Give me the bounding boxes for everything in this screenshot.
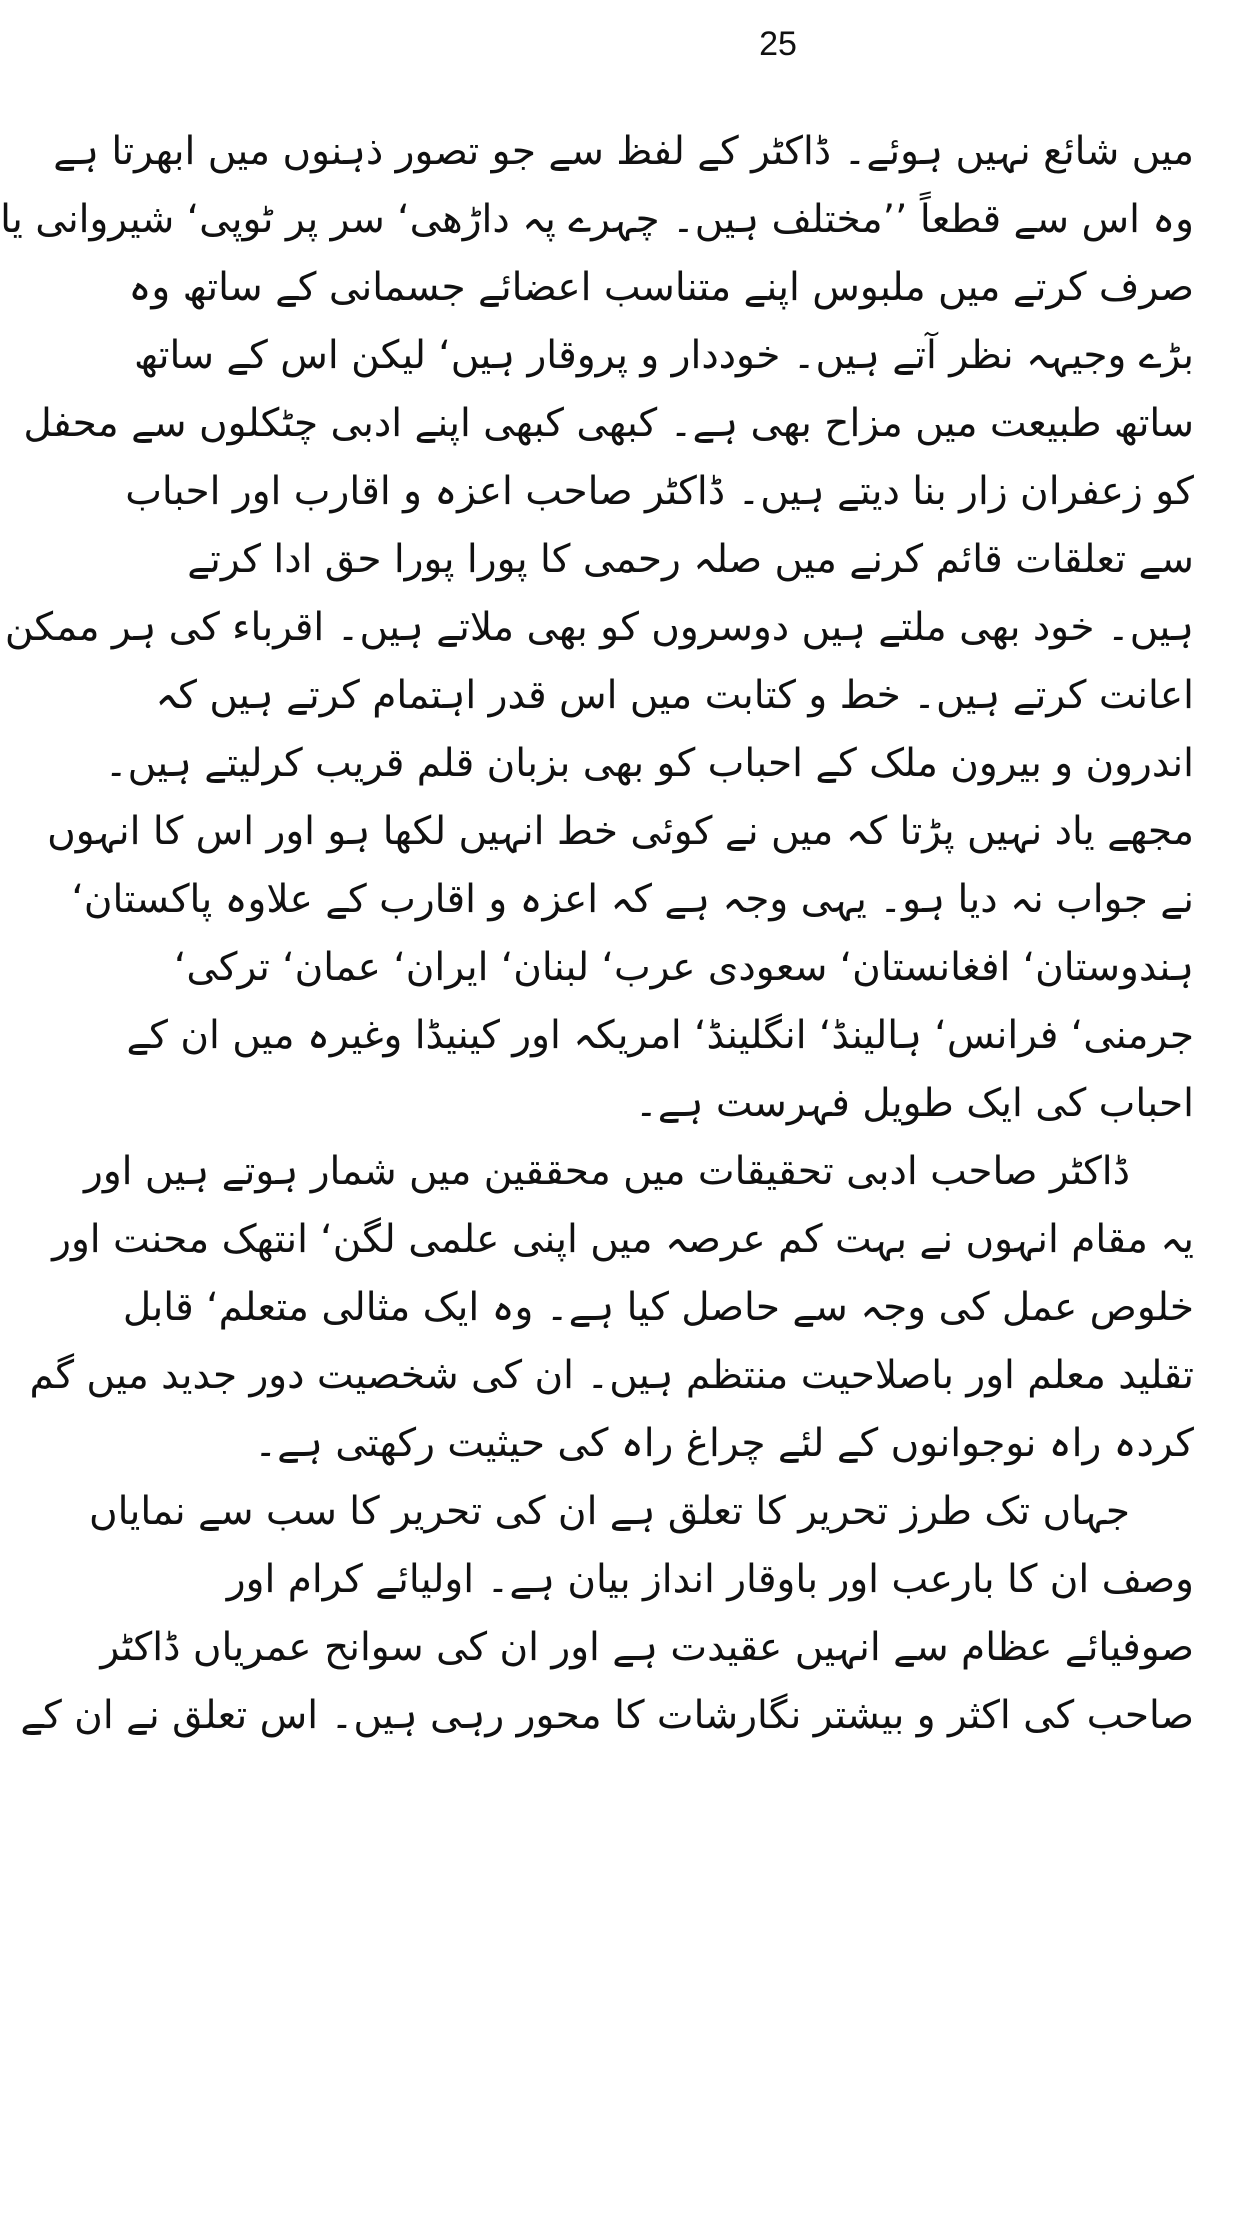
text-line: کو زعفران زار بنا دیتے ہیں۔ ڈاکٹر صاحب اعزہ و اقارب اور احباب [125, 469, 1194, 514]
text-line: اندرون و بیرون ملک کے احباب کو بھی بزبان قلم قریب کرلیتے ہیں۔ [104, 741, 1194, 786]
text-line: صاحب کی اکثر و بیشتر نگارشات کا محور رہی ہیں۔ اس تعلق نے ان کے [20, 1693, 1194, 1738]
text-line: یہ مقام انہوں نے بہت کم عرصہ میں اپنی علمی لگن‘ انتھک محنت اور [52, 1217, 1194, 1262]
text-line: خلوص عمل کی وجہ سے حاصل کیا ہے۔ وہ ایک مثالی متعلم‘ قابل [122, 1285, 1194, 1330]
text-line: ساتھ طبیعت میں مزاح بھی ہے۔ کبھی کبھی اپنے ادبی چٹکلوں سے محفل [23, 401, 1194, 446]
paragraph-first-line: ڈاکٹر صاحب ادبی تحقیقات میں محققین میں شمار ہوتے ہیں اور [84, 1149, 1130, 1194]
text-line: بڑے وجیہہ نظر آتے ہیں۔ خوددار و پروقار ہیں‘ لیکن اس کے ساتھ [133, 333, 1194, 378]
text-line: نے جواب نہ دیا ہو۔ یہی وجہ ہے کہ اعزہ و اقارب کے علاوہ پاکستان‘ [71, 877, 1194, 922]
text-line: صرف کرتے میں ملبوس اپنے متناسب اعضائے جسمانی کے ساتھ وہ [128, 265, 1194, 310]
text-line: ہندوستان‘ افغانستان‘ سعودی عرب‘ لبنان‘ ایران‘ عمان‘ ترکی‘ [173, 945, 1194, 990]
text-line: سے تعلقات قائم کرنے میں صلہ رحمی کا پورا پورا حق ادا کرتے [187, 537, 1194, 582]
text-line: اعانت کرتے ہیں۔ خط و کتابت میں اس قدر اہتمام کرتے ہیں کہ [155, 673, 1194, 718]
text-line: مجھے یاد نہیں پڑتا کہ میں نے کوئی خط انہیں لکھا ہو اور اس کا انہوں [47, 809, 1194, 854]
paragraph-last-line: احباب کی ایک طویل فہرست ہے۔ [634, 1081, 1194, 1126]
text-line: میں شائع نہیں ہوئے۔ ڈاکٹر کے لفظ سے جو تصور ذہنوں میں ابھرتا ہے [53, 129, 1194, 174]
paragraph-first-line: جہاں تک طرز تحریر کا تعلق ہے ان کی تحریر کا سب سے نمایاں [88, 1489, 1130, 1534]
page-number: 25 [759, 25, 797, 63]
text-line: تقلید معلم اور باصلاحیت منتظم ہیں۔ ان کی شخصیت دور جدید میں گم [29, 1353, 1194, 1398]
body-text [0, 118, 1194, 1750]
text-line: وہ اس سے قطعاً ’’مختلف ہیں۔ چہرے پہ داڑھی‘ سر پر ٹوپی‘ شیروانی یا [0, 197, 1194, 242]
text-line: صوفیائے عظام سے انہیں عقیدت ہے اور ان کی سوانح عمریاں ڈاکٹر [100, 1625, 1194, 1670]
text-line: وصف ان کا بارعب اور باوقار انداز بیان ہے۔ اولیائے کرام اور [226, 1557, 1194, 1602]
paragraph-last-line: کردہ راہ نوجوانوں کے لئے چراغ راہ کی حیثیت رکھتی ہے۔ [254, 1421, 1194, 1466]
text-line: ہیں۔ خود بھی ملتے ہیں دوسروں کو بھی ملاتے ہیں۔ اقرباء کی ہر ممکن [4, 605, 1194, 650]
text-line: جرمنی‘ فرانس‘ ہالینڈ‘ انگلینڈ‘ امریکہ اور کینیڈا وغیرہ میں ان کے [126, 1013, 1194, 1058]
